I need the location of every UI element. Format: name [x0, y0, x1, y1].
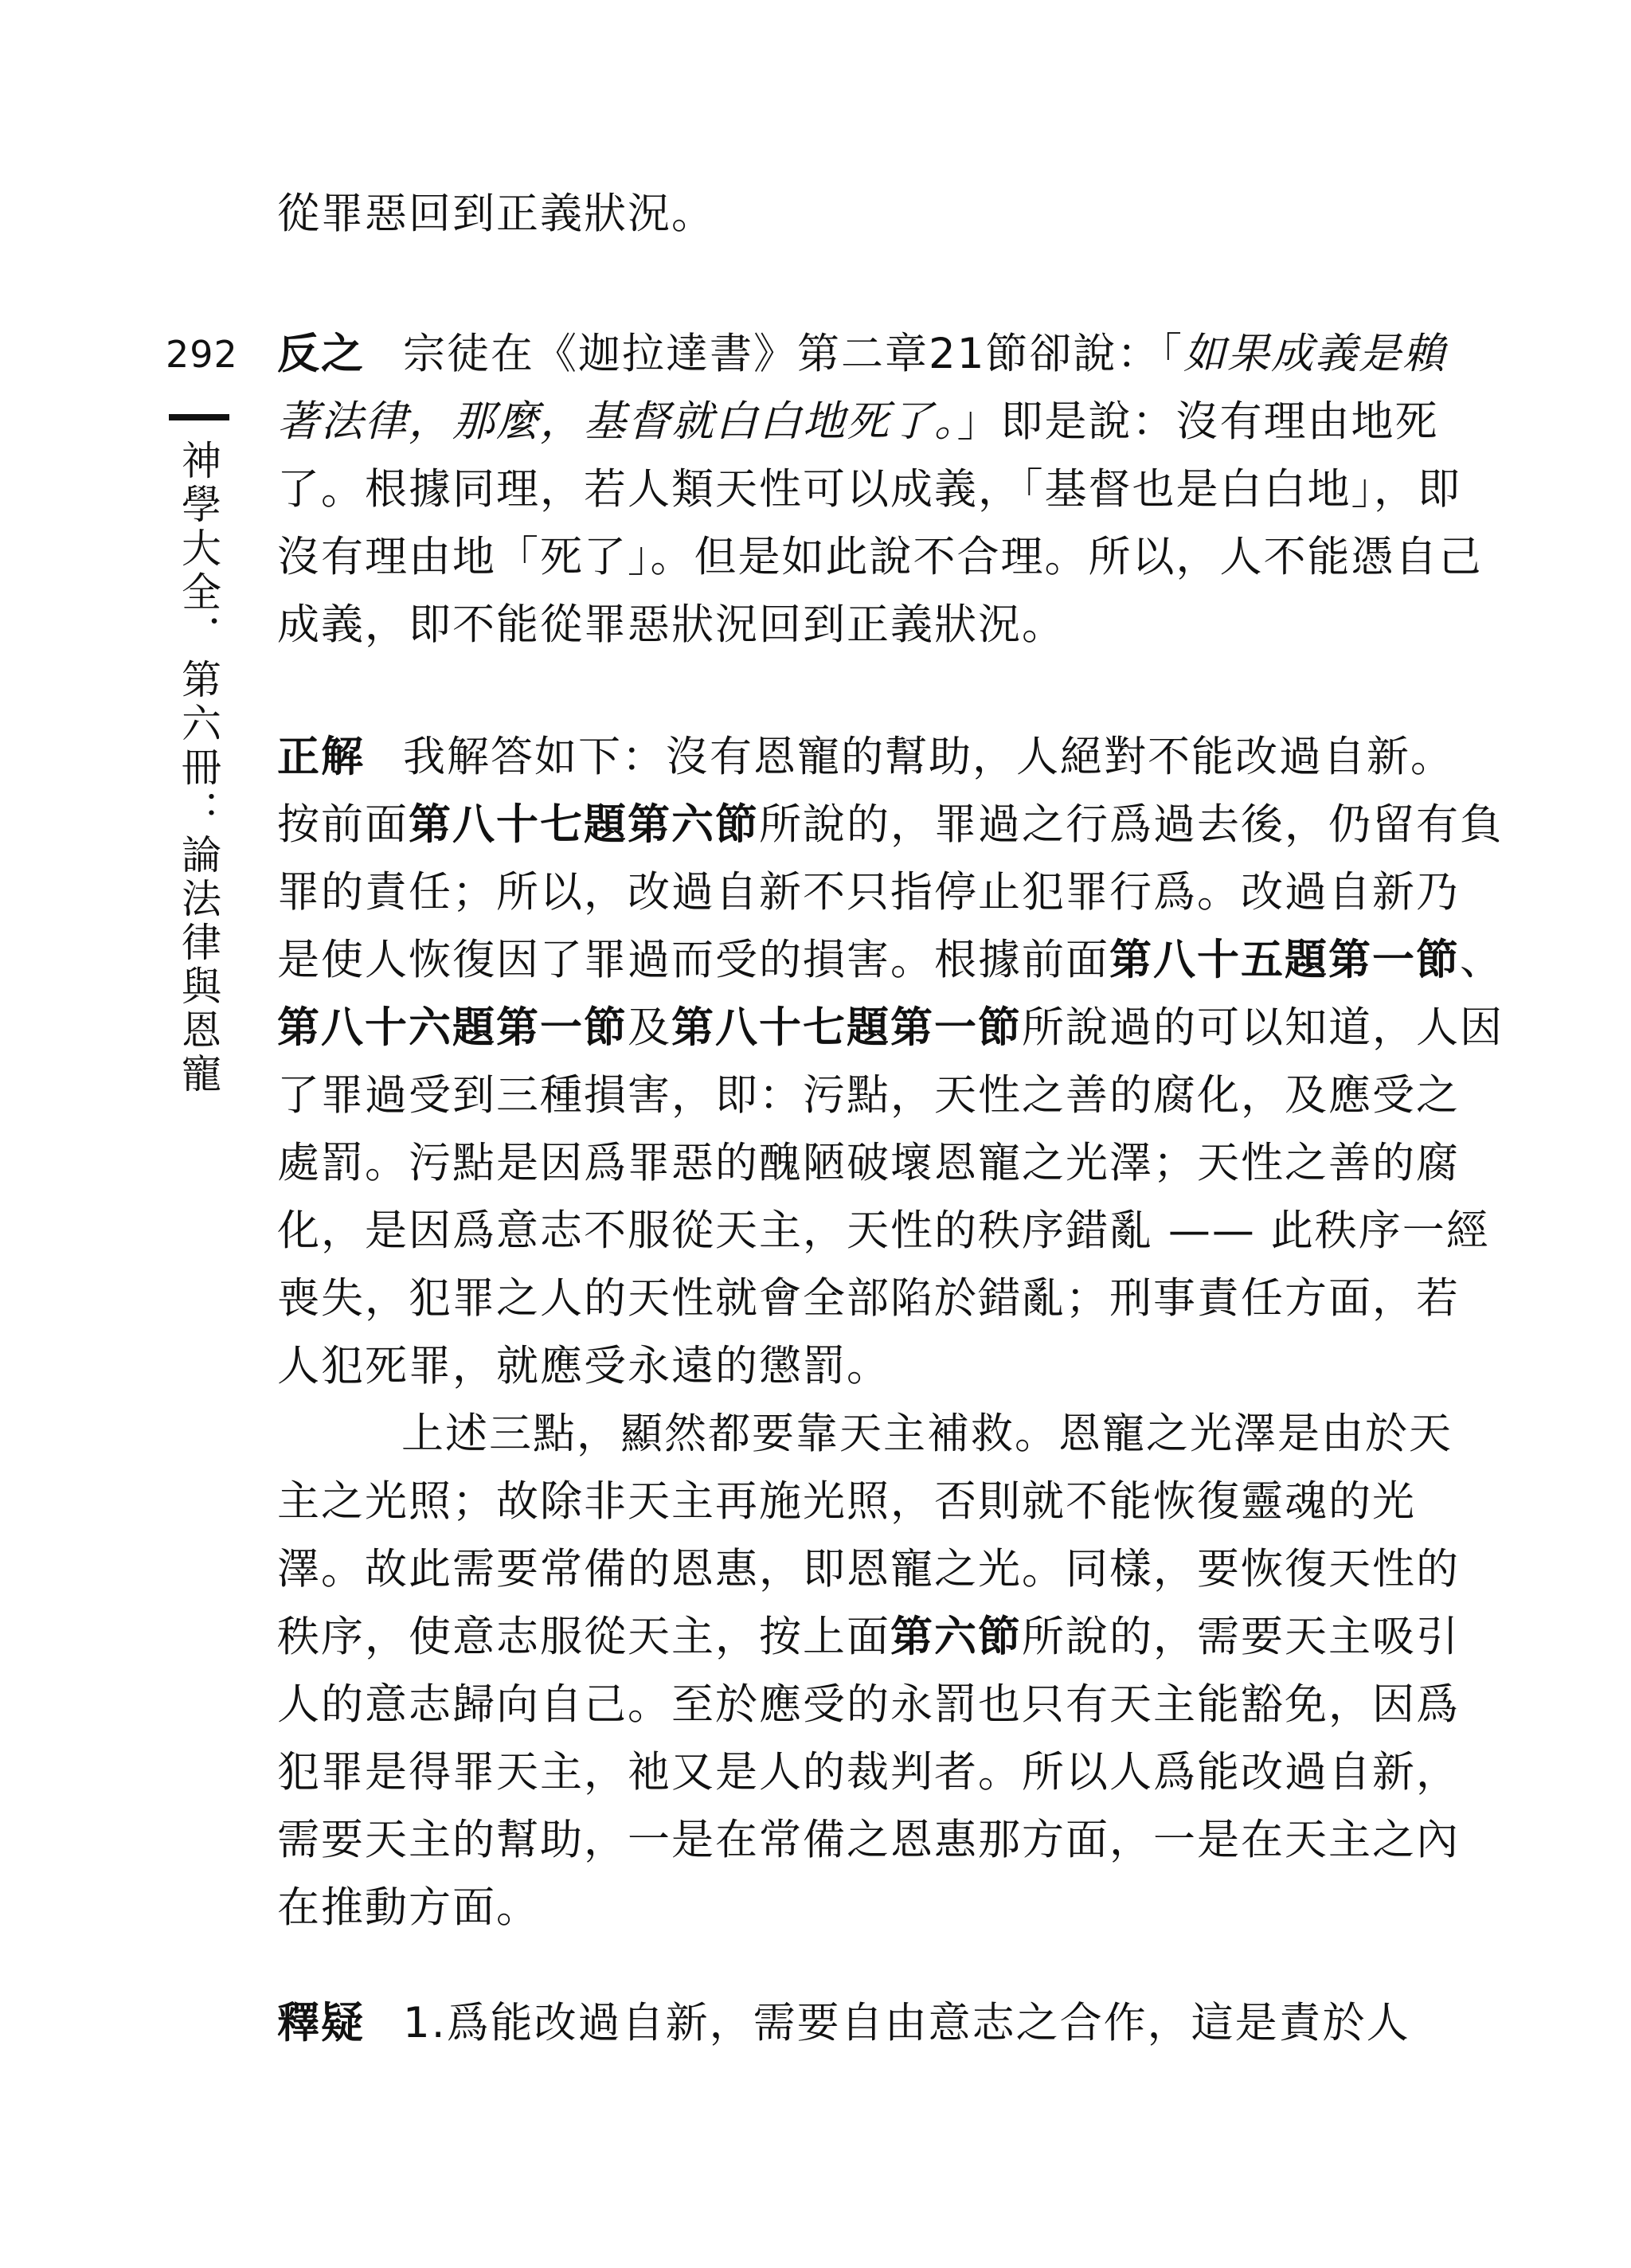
running-head-rule	[169, 414, 229, 420]
text-line: 喪失，犯罪之人的天性就會全部陷於錯亂；刑事責任方面，若	[277, 1274, 1460, 1323]
text-line: 在推動方面。	[277, 1883, 540, 1932]
text-line: 正解 我解答如下：沒有恩寵的幫助，人絕對不能改過自新。	[277, 733, 1454, 781]
paragraph-replies	[277, 1989, 1441, 2057]
text-line: 按前面第八十七題第六節所說的，罪過之行爲過去後，仍留有負	[277, 800, 1504, 849]
text-line: 釋疑 1.爲能改過自新，需要自由意志之合作，這是責於人	[277, 1999, 1410, 2047]
text-line: 上述三點，顯然都要靠天主補救。恩寵之光澤是由於天	[401, 1410, 1453, 1458]
text-line: 化，是因爲意志不服從天主，天性的秩序錯亂 —— 此秩序一經	[277, 1206, 1490, 1255]
scripture-quote: 如果成義是賴	[1183, 330, 1446, 378]
text-line: 沒有理由地「死了」。但是如此說不合理。所以，人不能憑自己	[277, 533, 1483, 581]
text-line: 罪的責任；所以，改過自新不只指停止犯罪行爲。改過自新乃	[277, 868, 1460, 917]
text-line: 了罪過受到三種損害，即：污點，天性之善的腐化，及應受之	[277, 1071, 1460, 1120]
text-line: 反之 宗徒在《迦拉達書》第二章21節卻說：「如果成義是賴	[277, 330, 1446, 378]
text-line: 澤。故此需要常備的恩惠，即恩寵之光。同樣，要恢復天性的	[277, 1545, 1460, 1593]
paragraph-continuation	[277, 180, 1441, 248]
page-number: 292	[166, 333, 238, 376]
text-line: 了。根據同理，若人類天性可以成義，「基督也是白白地」，即	[277, 465, 1461, 514]
section-label: 反之	[277, 330, 365, 378]
section-label: 釋疑	[277, 1999, 365, 2047]
running-head: 神學大全．第六冊：論法律與恩寵	[175, 440, 221, 1097]
text-line: 是使人恢復因了罪過而受的損害。根據前面第八十五題第一節、	[277, 936, 1504, 984]
paragraph-objection	[277, 320, 1483, 659]
cross-reference: 第八十六題第一節	[277, 1003, 628, 1052]
text-line: 需要天主的幫助，一是在常備之恩惠那方面，一是在天主之內	[277, 1816, 1460, 1864]
cross-reference: 第八十七題第六節	[409, 800, 759, 849]
section-label: 正解	[277, 733, 365, 781]
text-line: 犯罪是得罪天主，祂又是人的裁判者。所以人爲能改過自新，	[277, 1748, 1460, 1797]
text-line: 人犯死罪，就應受永遠的懲罰。	[277, 1342, 890, 1390]
text-line: 秩序，使意志服從天主，按上面第六節所說的，需要天主吸引	[277, 1613, 1460, 1661]
cross-reference: 第八十七題第一節	[671, 1003, 1022, 1052]
paragraph-answer	[277, 723, 1504, 1941]
text-line: 成義，即不能從罪惡狀況回到正義狀況。	[277, 600, 1066, 649]
text-line: 第八十六題第一節及第八十七題第一節所說過的可以知道，人因	[277, 1003, 1504, 1052]
text-line: 人的意志歸向自己。至於應受的永罰也只有天主能豁免，因爲	[277, 1680, 1460, 1729]
text-line: 主之光照；故除非天主再施光照，否則就不能恢復靈魂的光	[277, 1477, 1416, 1526]
text-line: 著法律，那麼，基督就白白地死了。」即是說：沒有理由地死	[277, 397, 1439, 446]
scripture-quote: 著法律，那麼，基督就白白地死了。	[277, 397, 957, 446]
text-line: 處罰。污點是因爲罪惡的醜陋破壞恩寵之光澤；天性之善的腐	[277, 1139, 1460, 1187]
cross-reference: 第六節	[890, 1613, 1022, 1661]
cross-reference: 第八十五題第一節	[1109, 936, 1460, 984]
text-line: 從罪惡回到正義狀況。	[277, 190, 715, 238]
